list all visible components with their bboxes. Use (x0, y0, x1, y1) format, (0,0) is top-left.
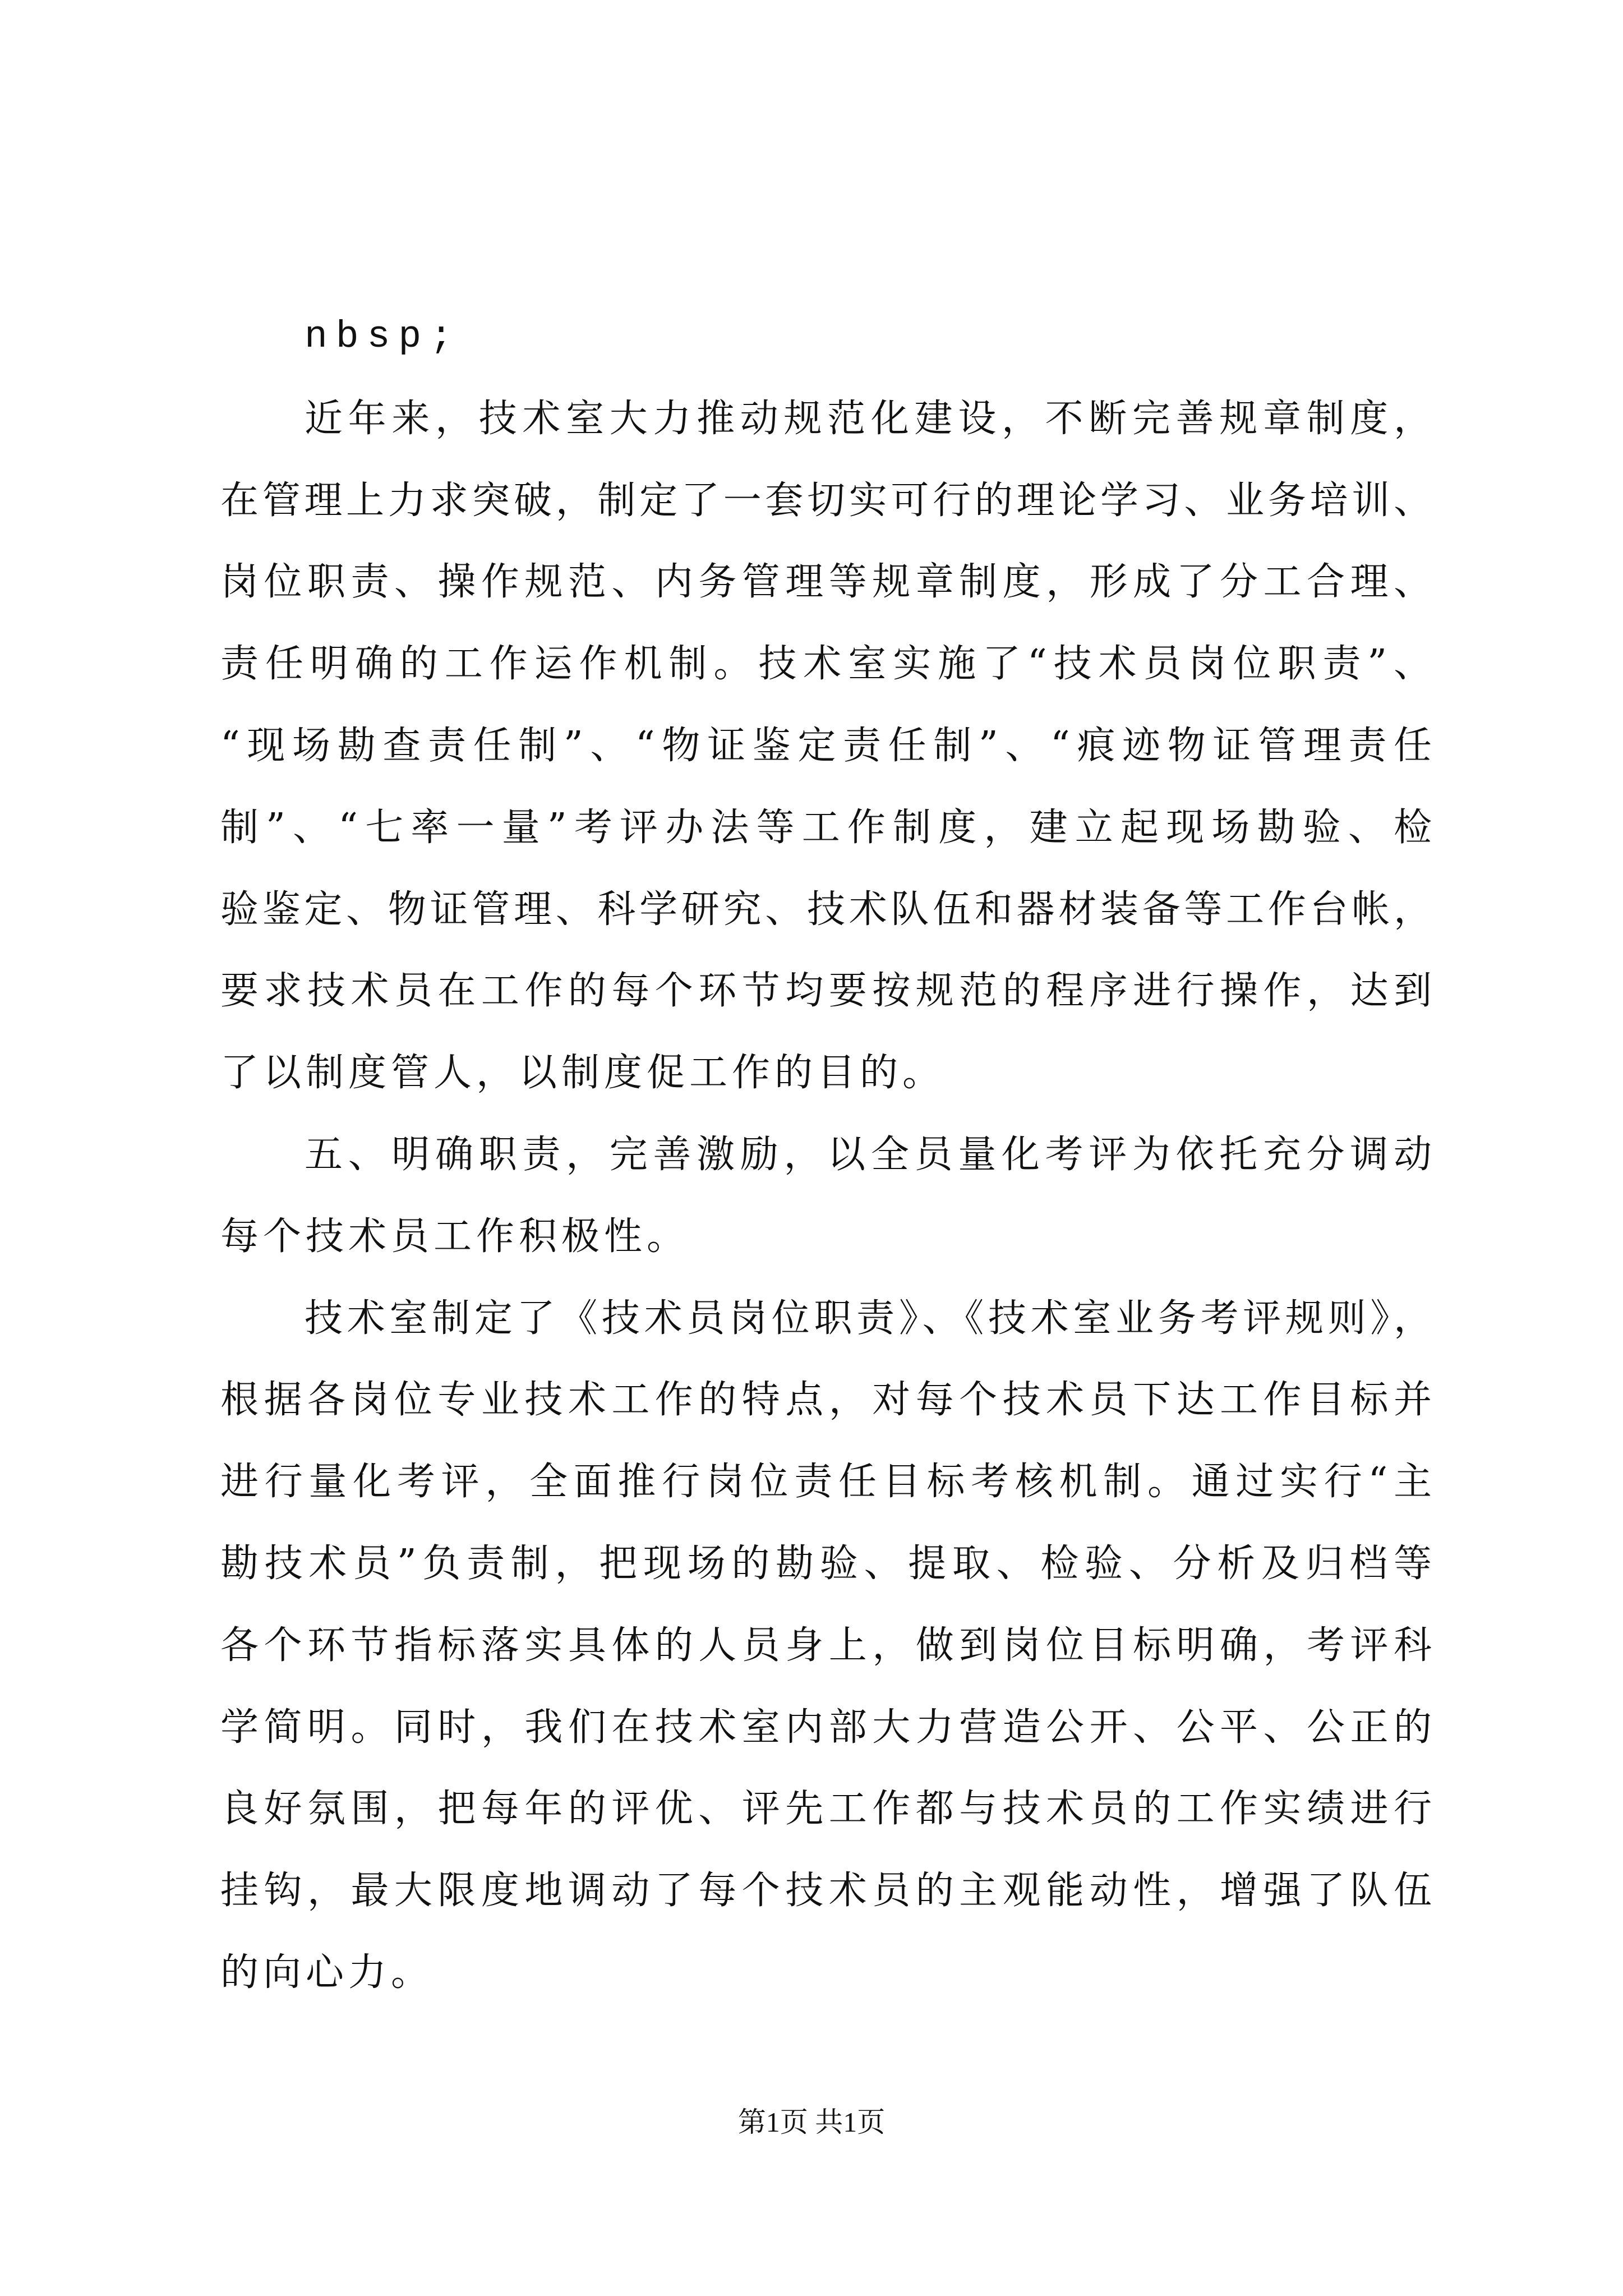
heading-line: 每个技术员工作积极性。 (220, 1214, 690, 1259)
paragraph-line: 根据各岗位专业技术工作的特点，对每个技术员下达工作目标并 (220, 1378, 1432, 1423)
paragraph-line: 的向心力。 (220, 1950, 434, 1995)
paragraph-line: 要求技术员在工作的每个环节均要按规范的程序进行操作，达到 (220, 969, 1432, 1014)
paragraph-line: 挂钩，最大限度地调动了每个技术员的主观能动性，增强了队伍 (220, 1869, 1432, 1913)
paragraph-line: 学简明。同时，我们在技术室内部大力营造公开、公平、公正的 (220, 1705, 1432, 1750)
paragraph-line: 技术室制定了《技术员岗位职责》、《技术室业务考评规则》， (305, 1296, 1432, 1341)
paragraph-line: 良好氛围，把每年的评优、评先工作都与技术员的工作实绩进行 (220, 1787, 1432, 1832)
paragraph-line: 各个环节指标落实具体的人员身上，做到岗位目标明确，考评科 (220, 1623, 1432, 1668)
paragraph-line: 了以制度管人，以制度促工作的目的。 (220, 1051, 946, 1096)
paragraph-line: 验鉴定、物证管理、科学研究、技术队伍和器材装备等工作台帐， (220, 887, 1432, 932)
paragraph-line: nbsp; (305, 315, 462, 358)
heading-line: 五、明确职责，完善激励，以全员量化考评为依托充分调动 (305, 1132, 1432, 1177)
paragraph-line: 责任明确的工作运作机制。技术室实施了“技术员岗位职责”、 (220, 642, 1432, 687)
paragraph-line: 岗位职责、操作规范、内务管理等规章制度，形成了分工合理、 (220, 560, 1432, 605)
paragraph-line: 在管理上力求突破，制定了一套切实可行的理论学习、业务培训、 (220, 478, 1432, 523)
page-number-footer: 第1页 共1页 (737, 2106, 886, 2138)
paragraph-line: 制”、“七率一量”考评办法等工作制度，建立起现场勘验、检 (220, 805, 1432, 850)
section-heading-five (220, 1114, 1432, 1278)
paragraph-line: “现场勘查责任制”、“物证鉴定责任制”、“痕迹物证管理责任 (220, 723, 1432, 768)
paragraph-regulations (220, 378, 1432, 1114)
paragraph-assessment (220, 1278, 1432, 2014)
paragraph-line: 近年来，技术室大力推动规范化建设，不断完善规章制度， (305, 396, 1432, 441)
paragraph-line: 进行量化考评，全面推行岗位责任目标考核机制。通过实行“主 (220, 1460, 1432, 1504)
document-body (220, 296, 1432, 2014)
paragraph-stray-text (220, 296, 1432, 378)
paragraph-line: 勘技术员”负责制，把现场的勘验、提取、检验、分析及归档等 (220, 1541, 1432, 1586)
